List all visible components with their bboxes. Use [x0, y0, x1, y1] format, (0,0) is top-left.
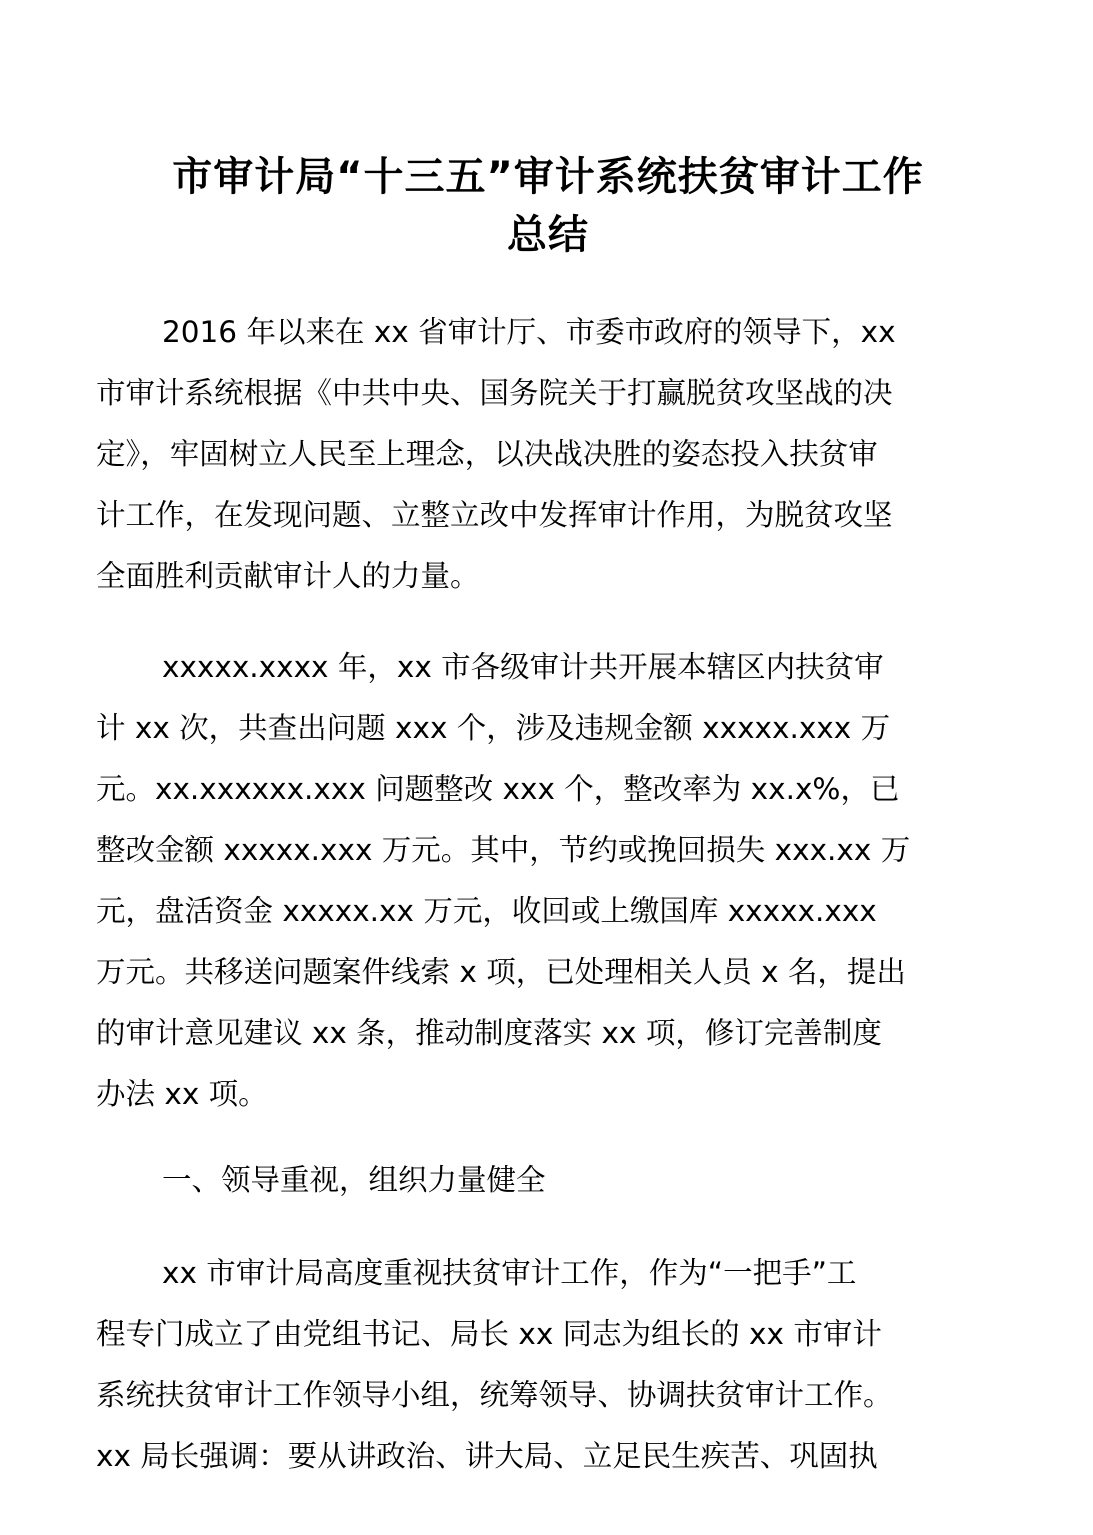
text-line: 程专门成立了由党组书记、局长 xx 同志为组长的 xx 市审计 — [96, 1317, 882, 1351]
text-line: xx 局长强调：要从讲政治、讲大局、立足民生疾苦、巩固执 — [96, 1439, 878, 1473]
text-line: xx 市审计局高度重视扶贫审计工作，作为“一把手”工 — [162, 1256, 857, 1290]
paragraph-statistics — [96, 637, 1000, 1125]
title-line-2: 总结 — [507, 212, 589, 258]
text-line: 元，盘活资金 xxxxx.xx 万元，收回或上缴国库 xxxxx.xxx — [96, 894, 877, 928]
document-title — [96, 148, 1000, 264]
text-line: 定》，牢固树立人民至上理念，以决战决胜的姿态投入扶贫审 — [96, 437, 878, 471]
text-line: 万元。共移送问题案件线索 x 项，已处理相关人员 x 名，提出 — [96, 955, 906, 989]
title-line-1: 市审计局“十三五”审计系统扶贫审计工作 — [172, 154, 924, 200]
text-line: 元。xx.xxxxxx.xxx 问题整改 xxx 个，整改率为 xx.x%，已 — [96, 772, 900, 806]
text-line: 办法 xx 项。 — [96, 1077, 268, 1111]
text-line: 2016 年以来在 xx 省审计厅、市委市政府的领导下，xx — [162, 315, 896, 349]
section-heading — [96, 1150, 1000, 1211]
paragraph-intro — [96, 302, 1000, 607]
text-line: 系统扶贫审计工作领导小组，统筹领导、协调扶贫审计工作。 — [96, 1378, 893, 1412]
text-line: 整改金额 xxxxx.xxx 万元。其中，节约或挽回损失 xxx.xx 万 — [96, 833, 911, 867]
text-line: 全面胜利贡献审计人的力量。 — [96, 559, 480, 593]
section-heading-text: 一、领导重视，组织力量健全 — [162, 1163, 546, 1197]
text-line: 的审计意见建议 xx 条，推动制度落实 xx 项，修订完善制度 — [96, 1016, 882, 1050]
text-line: 计 xx 次，共查出问题 xxx 个，涉及违规金额 xxxxx.xxx 万 — [96, 711, 891, 745]
text-line: 市审计系统根据《中共中央、国务院关于打赢脱贫攻坚战的决 — [96, 376, 893, 410]
text-line: 计工作，在发现问题、立整立改中发挥审计作用，为脱贫攻坚 — [96, 498, 893, 532]
text-line: xxxxx.xxxx 年，xx 市各级审计共开展本辖区内扶贫审 — [162, 650, 884, 684]
paragraph-leadership — [96, 1243, 1000, 1487]
